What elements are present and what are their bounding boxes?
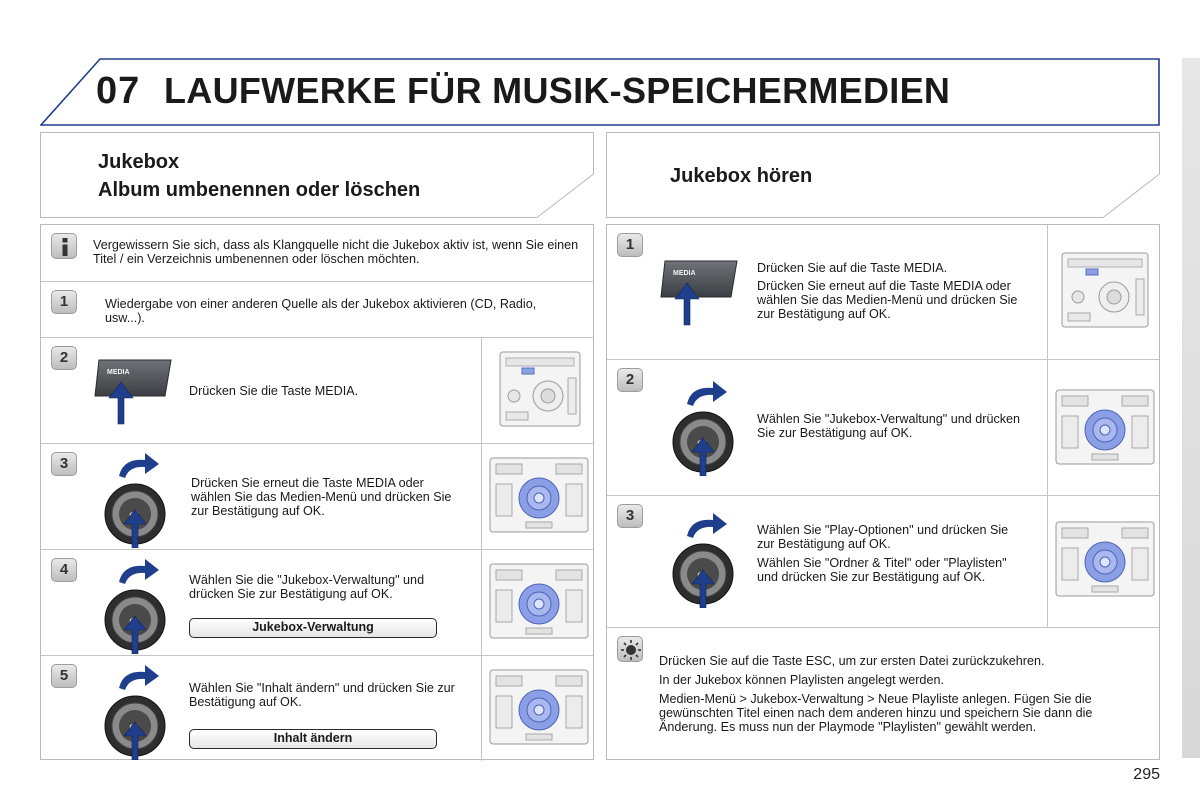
step-text-secondary: Drücken Sie erneut auf die Taste MEDIA oder wählen Sie das Medien-Menü und drücken Sie zur Bestätigung auf OK. [757, 279, 1018, 321]
right-title: Jukebox hören [670, 165, 813, 187]
media-button-illustration [659, 255, 739, 332]
info-row [41, 225, 593, 281]
step-row [41, 337, 593, 443]
step-number-badge: 1 [51, 290, 77, 314]
step-row [41, 281, 593, 337]
step-number-badge: 3 [617, 504, 643, 528]
rotary-knob-press-illustration [669, 376, 739, 481]
step-text: Wählen Sie "Inhalt ändern" und drücken Sie zur Bestätigung auf OK. [189, 681, 455, 709]
menu-item-inhalt-aendern[interactable]: Inhalt ändern [189, 729, 437, 749]
step-row [607, 495, 1159, 627]
step-text: Wählen Sie "Jukebox-Verwaltung" und drücken Sie zur Bestätigung auf OK. [757, 412, 1021, 440]
chapter-number: 07 [96, 70, 141, 112]
step-row [607, 359, 1159, 495]
right-instructions-panel [606, 224, 1160, 760]
media-button-illustration [93, 354, 173, 431]
step-row [607, 225, 1159, 359]
step-text: Drücken Sie auf die Taste MEDIA. [757, 261, 948, 275]
step-text-secondary: Wählen Sie "Ordner & Titel" oder "Playlisten" und drücken Sie zur Bestätigung auf OK. [757, 556, 1007, 584]
step-text: Drücken Sie erneut die Taste MEDIA oder wählen Sie das Medien-Menü und drücken Sie zur Bestätigung auf OK. [191, 476, 452, 518]
radio-thumbnail [481, 338, 595, 443]
radio-thumbnail [481, 550, 595, 655]
step-text: Wiedergabe von einer anderen Quelle als der Jukebox aktivieren (CD, Radio, usw...). [105, 297, 537, 325]
tip-text-playlists: In der Jukebox können Playlisten angelegt werden. [659, 673, 944, 687]
tip-row [607, 627, 1159, 761]
radio-thumbnail [1047, 496, 1161, 627]
right-section-title-box [606, 132, 1160, 218]
rotary-knob-press-illustration [669, 508, 739, 613]
step-number-badge: 2 [617, 368, 643, 392]
radio-thumbnail [1047, 225, 1161, 359]
rotary-knob-press-illustration [101, 448, 171, 553]
info-text: Vergewissern Sie sich, dass als Klangquelle nicht die Jukebox aktiv ist, wenn Sie einen Titel / ein Verzeichnis umbenennen oder löschen möchten. [93, 238, 579, 266]
step-number-badge: 2 [51, 346, 77, 370]
side-thumb-strip [1182, 58, 1200, 758]
radio-thumbnail [481, 656, 595, 761]
chapter-title: LAUFWERKE FÜR MUSIK-SPEICHERMEDIEN [164, 70, 951, 111]
step-row [41, 443, 593, 549]
left-title-line1: Jukebox [98, 151, 180, 173]
radio-thumbnail [1047, 360, 1161, 495]
step-number-badge: 5 [51, 664, 77, 688]
rotary-knob-press-illustration [101, 554, 171, 659]
tip-text-esc: Drücken Sie auf die Taste ESC, um zur ersten Datei zurückzukehren. [659, 654, 1045, 668]
step-row [41, 655, 593, 761]
media-button-label: MEDIA [673, 270, 696, 277]
left-section-title-box [40, 132, 594, 218]
step-text: Wählen Sie "Play-Optionen" und drücken Sie zur Bestätigung auf OK. [757, 523, 1009, 551]
step-text: Wählen Sie die "Jukebox-Verwaltung" und drücken Sie zur Bestätigung auf OK. [189, 573, 425, 601]
radio-thumbnail [481, 444, 595, 549]
step-text: Drücken Sie die Taste MEDIA. [189, 384, 359, 398]
menu-item-jukebox-verwaltung[interactable]: Jukebox-Verwaltung [189, 618, 437, 638]
lightbulb-tip-icon [617, 636, 643, 662]
step-number-badge: 3 [51, 452, 77, 476]
step-number-badge: 4 [51, 558, 77, 582]
step-number-badge: 1 [617, 233, 643, 257]
tip-text-playlist-steps: Medien-Menü > Jukebox-Verwaltung > Neue Playliste anlegen. Fügen Sie die gewünschten Titel einen nach dem anderen hinzu und speichern Sie dann die Änderung. Es muss nun der Playmode "Playlisten" gewählt werden. [659, 692, 1093, 734]
rotary-knob-press-illustration [101, 660, 171, 765]
left-instructions-panel [40, 224, 594, 760]
page-number: 295 [1133, 766, 1160, 783]
step-row [41, 549, 593, 655]
left-title-line2: Album umbenennen oder löschen [98, 179, 421, 201]
media-button-label: MEDIA [107, 369, 130, 376]
info-icon [51, 233, 77, 259]
